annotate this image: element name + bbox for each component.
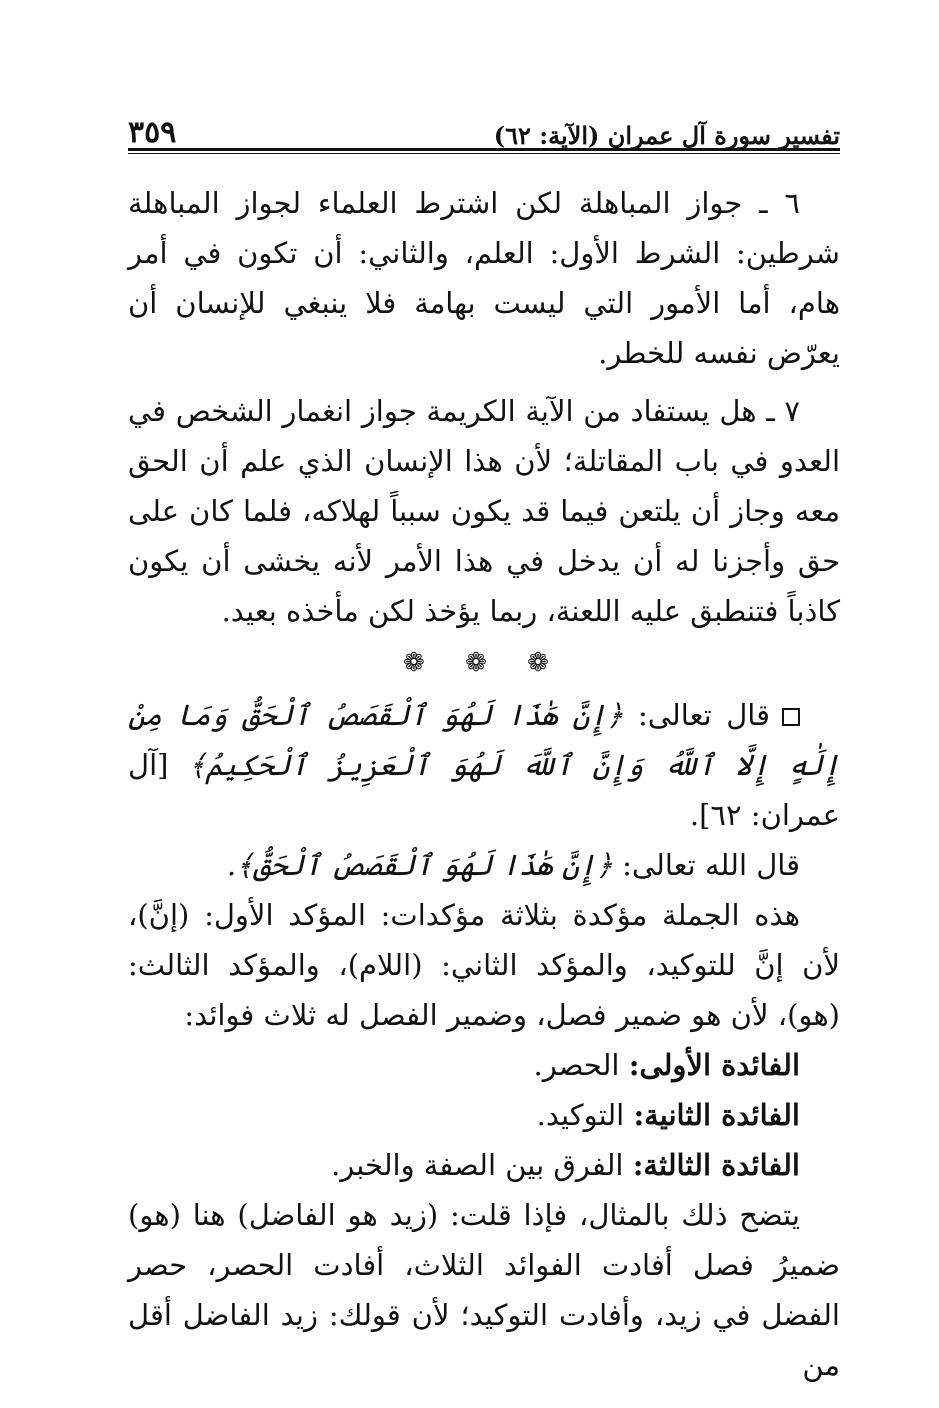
benefit-text: الحصر. (533, 1048, 620, 1082)
page-number: ٣٥٩ (128, 115, 177, 150)
benefit-text: الفرق بين الصفة والخبر. (331, 1148, 624, 1182)
benefit-item (128, 1040, 840, 1090)
benefit-label: الفائدة الأولى: (628, 1048, 800, 1082)
benefit-item (128, 1090, 840, 1140)
verse-block (128, 690, 840, 840)
running-title: تفسير سورة آل عمران (الآية: ٦٢) (493, 121, 840, 150)
quote-line (128, 840, 840, 890)
header-rule (128, 148, 840, 154)
verse-reference: [آل عمران: ٦٢]. (128, 748, 840, 832)
page-header (128, 104, 840, 148)
section-separator: ❁ ❁ ❁ (403, 648, 565, 678)
benefit-item (128, 1140, 840, 1190)
benefit-text: التوكيد. (536, 1098, 625, 1132)
paragraph-6: ٦ ـ جواز المباهلة لكن اشترط العلماء لجواز المباهلة شرطين: الشرط الأول: العلم، والثاني: أن تكون في أمر هام، أما الأمور التي ليست بهامة فلا ينبغي للإنسان أن يعرّض نفسه للخطر. (128, 186, 840, 370)
paragraph-emphasis: هذه الجملة مؤكدة بثلاثة مؤكدات: المؤكد الأول: (إنَّ)، لأن إنَّ للتوكيد، والمؤكد الثاني: (اللام)، والمؤكد الثالث: (هو)، لأن هو ضمير فصل، وضمير الفصل له ثلاث فوائد: (128, 898, 840, 1032)
verse-text: ﴿إِنَّ هَٰذَا لَهُوَ ٱلْقَصَصُ ٱلْحَقُّ وَمَا مِنْ إِلَٰهٍ إِلَّا ٱللَّهُ وَإِنَّ ٱللَّهَ لَهُوَ ٱلْعَزِيزُ ٱلْحَكِيمُ﴾ (128, 698, 841, 782)
quote-intro: قال الله تعالى: (622, 848, 800, 882)
verse-intro: قال تعالى: (637, 698, 771, 732)
page-body (128, 178, 840, 1390)
benefit-label: الفائدة الثالثة: (632, 1148, 800, 1182)
quote-text: ﴿إِنَّ هَٰذَا لَهُوَ ٱلْقَصَصُ ٱلْحَقُّ﴾. (226, 848, 613, 882)
square-bullet-icon (782, 708, 800, 726)
benefit-label: الفائدة الثانية: (633, 1098, 800, 1132)
paragraph-7: ٧ ـ هل يستفاد من الآية الكريمة جواز انغمار الشخص في العدو في باب المقاتلة؛ لأن هذا الإنسان الذي علم أن الحق معه وجاز أن يلتعن فيما قد يكون سبباً لهلاكه، فلما كان على حق وأجزنا له أن يدخل في هذا الأمر لأنه يخشى أن يكون كاذباً فتنطبق عليه اللعنة، ربما يؤخذ لكن مأخذه بعيد. (128, 394, 840, 628)
paragraph-example: يتضح ذلك بالمثال، فإذا قلت: (زيد هو الفاضل) هنا (هو) ضميرُ فصل أفادت الفوائد الثلاث، أفادت الحصر، حصر الفضل في زيد، وأفادت التوكيد؛ لأن قولك: زيد الفاضل أقل من (128, 1198, 840, 1382)
